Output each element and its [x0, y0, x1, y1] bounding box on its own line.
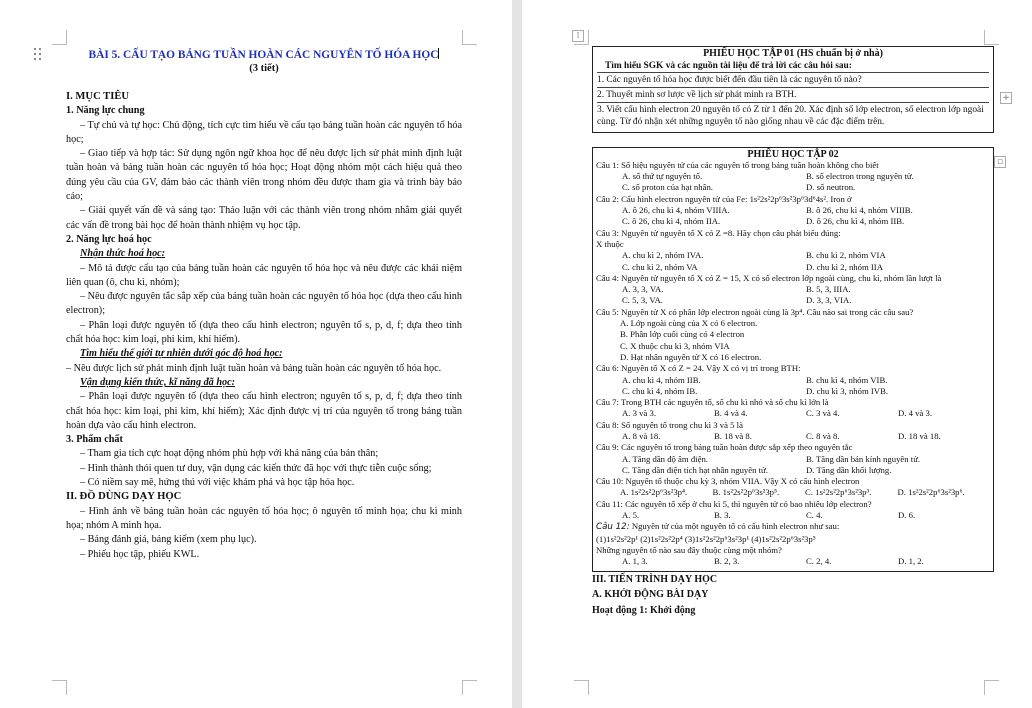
paragraph: – Bảng đánh giá, bảng kiểm (xem phụ lục).	[80, 534, 257, 546]
option-a: A. 3, 3, VA.	[622, 284, 664, 295]
question-1: Câu 1: Số hiệu nguyên tử của các nguyên tố trong bảng tuần hoàn không cho biết	[596, 159, 879, 170]
option-c: C. Tăng dần điện tích hạt nhân nguyên tử.	[622, 464, 768, 475]
option-a: A. Lớp ngoài cùng của X có 6 electron.	[620, 318, 758, 329]
add-column-icon[interactable]: +	[1000, 92, 1012, 104]
option-d: D. chu kì 2, nhóm IIA	[806, 261, 883, 272]
option-c: C. ô 26, chu kì 4, nhóm IIA.	[622, 216, 721, 227]
question-5: Câu 5: Nguyên tử X có phân lớp electron ngoài cùng là 3p⁴. Câu nào sai trong các câu sau?	[596, 306, 914, 317]
section-heading: II. ĐỒ DÙNG DẠY HỌC	[66, 491, 182, 503]
option-d: D. 6.	[898, 510, 916, 521]
worksheet-question: 1. Các nguyên tố hóa học được biết đến đầu tiên là các nguyên tố nào?	[597, 72, 989, 87]
subsection-heading: 2. Năng lực hoá học	[66, 233, 152, 245]
option-c: C. X thuộc chu kì 3, nhóm VIA	[620, 340, 730, 351]
document-subtitle: (3 tiết)	[249, 63, 279, 74]
option-c: C. số proton của hạt nhân.	[622, 182, 713, 193]
option-b: B. 2, 3.	[714, 556, 740, 567]
section-heading: III. TIẾN TRÌNH DẠY HỌC	[592, 573, 718, 585]
italic-heading: Vận dụng kiến thức, kĩ năng đã học:	[80, 376, 235, 388]
option-a: A. 1, 3.	[622, 556, 648, 567]
section-heading: I. MỤC TIÊU	[66, 91, 130, 102]
text-cursor	[438, 48, 439, 59]
crop-mark	[52, 680, 67, 695]
document-body[interactable]	[592, 46, 994, 618]
paragraph: – Hình thành thói quen tư duy, vận dụng các kiến thức đã học với thực tiễn cuộc sống;	[80, 462, 432, 474]
paragraph: – Giao tiếp và hợp tác: Sử dụng ngôn ngữ khoa học để nêu được lịch sử phát minh định luật tuần hoàn và bảng tuần hoàn các nguyên tố hóa học; Hoạt động nhóm một cách hiệu quả theo đúng yêu cầu của GV, đảm bảo các thành viên trong nhóm đều được tham gia và trình bày báo cáo;	[66, 148, 462, 203]
option-b: B. chu kì 2, nhóm VIA	[806, 250, 886, 261]
document-body[interactable]	[66, 48, 462, 562]
paragraph: – Phiếu học tập, phiếu KWL.	[80, 548, 200, 560]
option-d: D. Tăng dần khối lượng.	[806, 464, 892, 475]
option-c: C. 3 và 4.	[806, 408, 840, 419]
option-d: D. 1, 2.	[898, 556, 924, 567]
question-11: Câu 11: Các nguyên tố xếp ở chu kì 5, thì nguyên tử có bao nhiêu lớp electron?	[596, 498, 872, 509]
subsection-heading: 3. Phẩm chất	[66, 434, 123, 446]
option-c: C. 4.	[806, 510, 823, 521]
question-12	[596, 521, 990, 533]
question-7: Câu 7: Trong BTH các nguyên tố, số chu kì nhỏ và số chu kì lớn là	[596, 397, 829, 408]
option-b: B. 18 và 8.	[714, 430, 752, 441]
option-c: C. 5, 3, VA.	[622, 295, 663, 306]
italic-heading: Nhận thức hoá học:	[80, 248, 166, 260]
paragraph: – Tham gia tích cực hoạt động nhóm phù hợp với khả năng của bản thân;	[80, 448, 379, 460]
question-12-label: Câu 12:	[596, 522, 630, 533]
option-b: B. ô 26, chu kì 4, nhóm VIIIB.	[806, 205, 913, 216]
paragraph: – Có niềm say mê, hứng thú với việc khám phá và học tập hóa học.	[80, 477, 355, 489]
question-3: Câu 3: Nguyên tử nguyên tố X có Z =8. Hãy chọn câu phát biểu đúng:	[596, 227, 841, 238]
paragraph: – Nêu được nguyên tắc sắp xếp của bảng tuần hoàn các nguyên tố hóa học (dựa theo cấu hình electron);	[66, 291, 462, 317]
paragraph: – Tự chủ và tự học: Chủ động, tích cực tìm hiểu về cấu tạo bảng tuần hoàn các nguyên tố hóa học;	[66, 119, 462, 145]
worksheet-instructions: Tìm hiểu SGK và các nguồn tài liệu để trả lời các câu hỏi sau:	[605, 61, 852, 72]
paragraph: – Phân loại được nguyên tố (dựa theo cấu hình electron; nguyên tố s, p, d, f; dựa theo tính chất hóa học: kim loại, phi kim, khí hiếm).	[66, 319, 462, 346]
question-2: Câu 2: Cấu hình electron nguyên tử của Fe: 1s²2s²2p⁶3s²3p⁶3d⁶4s². Iron ở	[596, 193, 852, 204]
option-a: A. 1s²2s²2p⁶3s²3p⁴.	[620, 487, 688, 498]
table-resize-handle-icon[interactable]: ▫	[994, 156, 1006, 168]
option-a: A. Tăng dần độ âm điện.	[622, 453, 708, 464]
question-12-list: (1)1s²2s²2p¹ (2)1s²2s²2p⁴ (3)1s²2s²2p⁶3s²3p¹ (4)1s²2s²2p⁶3s²3p⁵	[596, 533, 816, 544]
crop-mark	[52, 30, 67, 45]
worksheet-01	[592, 46, 994, 133]
document-title: BÀI 5. CẤU TẠO BẢNG TUẦN HOÀN CÁC NGUYÊN TỐ HÓA HỌC	[88, 49, 439, 61]
option-b: B. 3.	[714, 510, 731, 521]
option-a: A. chu kì 2, nhóm IVA.	[622, 250, 704, 261]
question-3-cont: X thuộc	[596, 238, 624, 249]
question-6: Câu 6: Nguyên tố X có Z = 24. Vậy X có vị trí trong BTH:	[596, 363, 801, 374]
question-10: Câu 10: Nguyên tố thuộc chu kỳ 3, nhóm VIIA. Vậy X có cấu hình electron	[596, 476, 860, 487]
drag-handle-icon[interactable]	[34, 48, 43, 62]
paragraph: – Giải quyết vấn đề và sáng tạo: Thảo luận với các thành viên trong nhóm nhằm giải quyết các vấn đề trong bài học để hoàn thành nhiệm vụ học tập.	[66, 205, 462, 231]
paragraph: – Nêu được lịch sử phát minh định luật tuần hoàn và bảng tuần hoàn các nguyên tố hóa học.	[66, 362, 442, 374]
question-12-text: Nguyên tử của một nguyên tố có cấu hình electron như sau:	[631, 521, 840, 532]
option-d: D. ô 26, chu kì 4, nhóm IIB.	[806, 216, 905, 227]
crop-mark	[984, 680, 999, 695]
option-c: C. chu kì 2, nhóm VA	[622, 261, 698, 272]
option-d: D. số neutron.	[806, 182, 856, 193]
option-d: D. 4 và 3.	[898, 408, 933, 419]
crop-mark	[462, 680, 477, 695]
worksheet-title: PHIẾU HỌC TẬP 01 (HS chuẩn bị ở nhà)	[703, 48, 883, 59]
option-d: D. Hạt nhân nguyên tử X có 16 electron.	[620, 351, 762, 362]
option-a: A. 5.	[622, 510, 640, 521]
option-a: A. 8 và 18.	[622, 430, 661, 441]
paragraph: – Mô tả được cấu tạo của bảng tuần hoàn các nguyên tố hóa học và nêu được các khái niệm liên quan (ô, chu kì, nhóm);	[66, 262, 462, 288]
worksheet-question: 2. Thuyết minh sơ lược về lịch sử phát minh ra BTH.	[597, 87, 989, 102]
option-c: C. 8 và 8.	[806, 430, 840, 441]
question-4: Câu 4: Nguyên tử nguyên tố X có Z = 15, X có số electron lớp ngoài cùng, chu kì, nhóm lần lượt là	[596, 272, 942, 283]
option-b: B. chu kì 4, nhóm VIB.	[806, 374, 888, 385]
option-b: B. 1s²2s²2p⁶3s²3p⁵.	[712, 487, 780, 498]
italic-heading: Tìm hiểu thế giới tự nhiên dưới góc độ hoá học:	[80, 348, 283, 360]
paragraph: – Hình ảnh về bảng tuần hoàn các nguyên tố hóa học; ô nguyên tố minh họa; chu kì minh họa; nhóm A minh họa.	[66, 505, 462, 531]
option-c: C. 1s²2s²2p⁶3s²3p³.	[805, 487, 872, 498]
option-a: A. chu kì 4, nhóm IIB.	[622, 374, 701, 385]
option-b: B. 5, 3, IIIA.	[806, 284, 851, 295]
worksheet-title: PHIẾU HỌC TẬP 02	[747, 148, 839, 160]
page-gap	[512, 0, 522, 708]
option-c: C. 2, 4.	[806, 556, 832, 567]
crop-mark	[574, 680, 589, 695]
option-a: A. số thứ tự nguyên tố.	[622, 171, 703, 182]
question-8: Câu 8: Số nguyên tố trong chu kì 3 và 5 là	[596, 419, 743, 430]
question-12-cont: Những nguyên tố nào sau đây thuộc cùng một nhóm?	[596, 544, 782, 555]
option-d: D. 18 và 18.	[898, 430, 941, 441]
option-d: D. 1s²2s²2p⁶3s²3p⁶.	[897, 487, 965, 498]
worksheet-02	[592, 147, 994, 572]
crop-mark	[984, 30, 999, 45]
option-d: D. chu kì 3, nhóm IVB.	[806, 385, 889, 396]
activity-heading: Hoạt động 1: Khởi động	[592, 604, 696, 616]
question-9: Câu 9: Các nguyên tố trong bảng tuần hoàn được sắp xếp theo nguyên tắc	[596, 442, 853, 453]
worksheet-question: 3. Viết cấu hình electron 20 nguyên tố có Z từ 1 đến 20. Xác định số lớp electron, số electron lớp ngoài cùng. Từ đó nhận xét những nguyên tố nào giống nhau về các đặc điểm trên.	[597, 102, 989, 129]
option-b: B. số electron trong nguyên tử.	[806, 171, 914, 182]
option-a: A. 3 và 3.	[622, 408, 657, 419]
subsection-heading: 1. Năng lực chung	[66, 105, 145, 117]
option-c: C. chu kì 4, nhóm IB.	[622, 385, 698, 396]
table-move-handle-icon[interactable]: ⁞	[572, 30, 584, 42]
document-page-left[interactable]	[0, 0, 512, 708]
option-d: D. 3, 3, VIA.	[806, 295, 852, 306]
option-b: B. 4 và 4.	[714, 408, 748, 419]
paragraph: – Phân loại được nguyên tố (dựa theo cấu hình electron; nguyên tố s, p, d, f; dựa theo tính chất hóa học: kim loại, phi kim, khí hiếm); Xác định được vị trí của nguyên tố trong bảng tuần hoàn dựa vào cấu hình electron.	[66, 391, 462, 431]
subsection-heading: A. KHỞI ĐỘNG BÀI DẠY	[592, 589, 709, 601]
document-page-right[interactable]	[522, 0, 1032, 708]
option-b: B. Phân lớp cuối cùng có 4 electron	[620, 329, 745, 340]
option-b: B. Tăng dần bán kính nguyên tử.	[806, 453, 921, 464]
crop-mark	[462, 30, 477, 45]
option-a: A. ô 26, chu kì 4, nhóm VIIIA.	[622, 205, 730, 216]
